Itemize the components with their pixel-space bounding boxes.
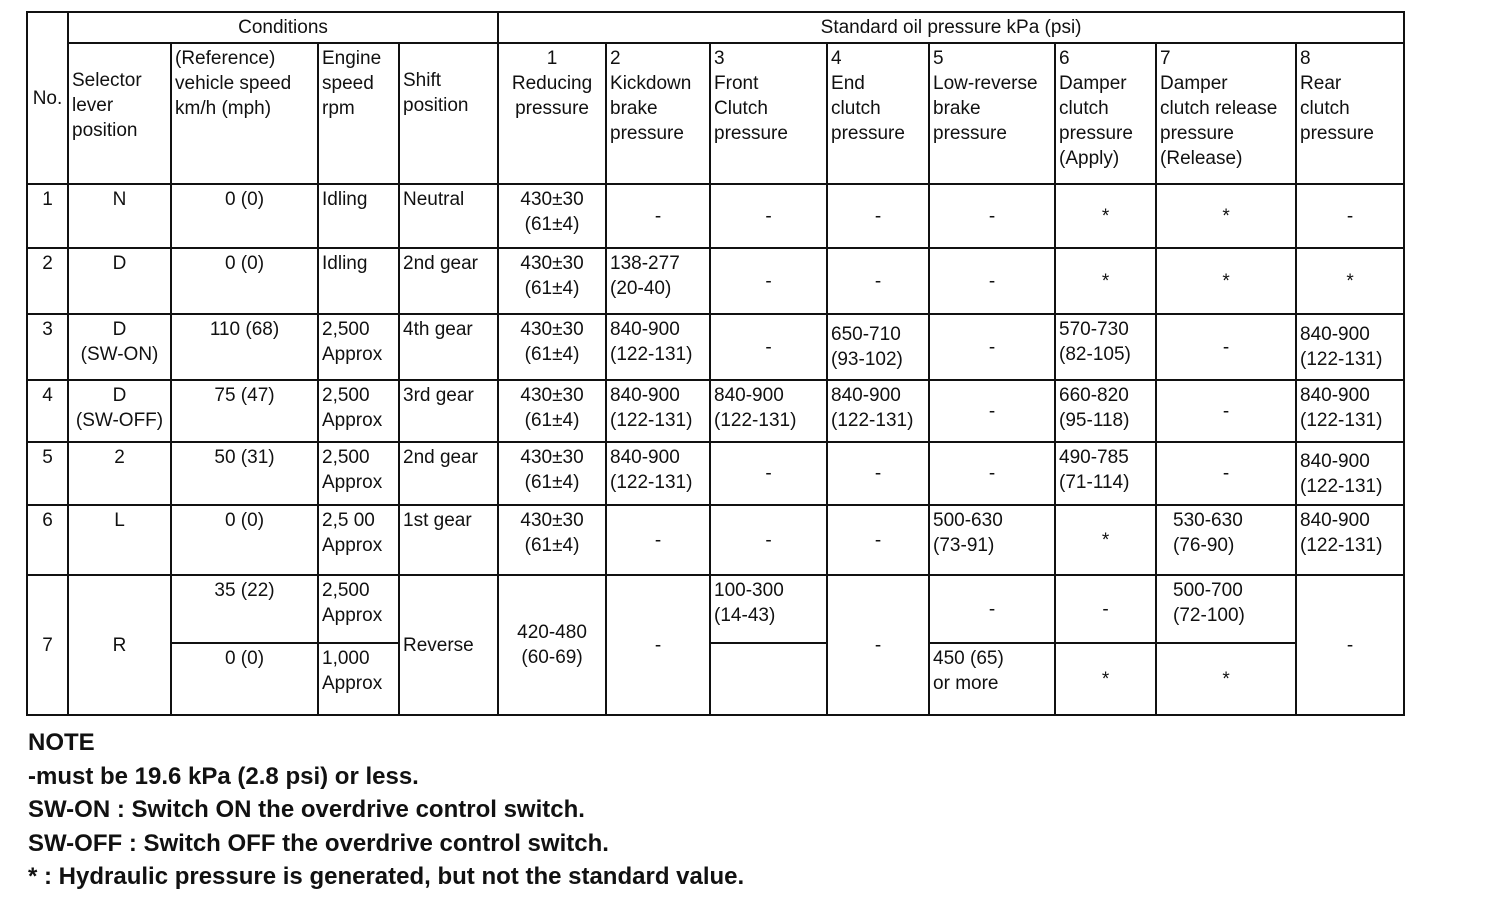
- notes-section: [28, 726, 1468, 894]
- cell-kickdown: -: [606, 184, 710, 248]
- cell-low-reverse: -: [929, 380, 1055, 442]
- cell-no: 7: [27, 575, 68, 715]
- cell-speed: 110 (68): [171, 314, 318, 380]
- cell-engine: 2,500 Approx: [318, 575, 399, 643]
- header-reducing-pressure: 1 Reducing pressure: [498, 43, 606, 184]
- cell-damper-apply: *: [1055, 505, 1156, 575]
- header-kickdown-brake: 2 Kickdown brake pressure: [606, 43, 710, 184]
- cell-front: 100-300 (14-43): [710, 575, 827, 643]
- header-conditions: Conditions: [68, 12, 498, 43]
- note-line: SW-OFF : Switch OFF the overdrive control switch.: [28, 829, 609, 857]
- header-vehicle-speed: (Reference) vehicle speed km/h (mph): [171, 43, 318, 184]
- cell-engine: 2,500 Approx: [318, 380, 399, 442]
- cell-no: 2: [27, 248, 68, 314]
- cell-kickdown: -: [606, 575, 710, 715]
- cell-reducing: 430±30 (61±4): [498, 184, 606, 248]
- cell-front: -: [710, 314, 827, 380]
- cell-shift: Reverse: [399, 575, 498, 715]
- cell-damper-release: *: [1156, 248, 1296, 314]
- cell-end: 840-900 (122-131): [827, 380, 929, 442]
- table-row: [27, 248, 1404, 314]
- header-end-clutch: 4 End clutch pressure: [827, 43, 929, 184]
- cell-shift: 1st gear: [399, 505, 498, 575]
- cell-rear: 840-900 (122-131): [1296, 505, 1404, 575]
- header-shift-position: Shift position: [399, 43, 498, 184]
- cell-front: -: [710, 505, 827, 575]
- cell-damper-apply: *: [1055, 248, 1156, 314]
- cell-damper-apply: -: [1055, 575, 1156, 643]
- cell-damper-release: *: [1156, 643, 1296, 715]
- cell-front: 840-900 (122-131): [710, 380, 827, 442]
- cell-end: -: [827, 184, 929, 248]
- cell-lever: R: [68, 575, 171, 715]
- cell-reducing: 420-480 (60-69): [498, 575, 606, 715]
- table-row-reverse-b: [27, 643, 1404, 715]
- header-no: No.: [27, 12, 68, 184]
- oil-pressure-table: [26, 11, 1405, 716]
- cell-low-reverse: -: [929, 184, 1055, 248]
- cell-end: 650-710 (93-102): [827, 314, 929, 380]
- cell-lever: N: [68, 184, 171, 248]
- note-line: * : Hydraulic pressure is generated, but not the standard value.: [28, 863, 745, 890]
- cell-engine: Idling: [318, 248, 399, 314]
- cell-end: -: [827, 505, 929, 575]
- cell-no: 6: [27, 505, 68, 575]
- cell-engine: 2,500 Approx: [318, 442, 399, 505]
- cell-no: 4: [27, 380, 68, 442]
- cell-kickdown: 840-900 (122-131): [606, 380, 710, 442]
- cell-front: -: [710, 248, 827, 314]
- header-standard-oil-pressure: Standard oil pressure kPa (psi): [498, 12, 1404, 43]
- cell-no: 5: [27, 442, 68, 505]
- cell-front: -: [710, 442, 827, 505]
- table-row: [27, 380, 1404, 442]
- table-row: [27, 314, 1404, 380]
- cell-rear: -: [1296, 575, 1404, 715]
- header-low-reverse-brake: 5 Low-reverse brake pressure: [929, 43, 1055, 184]
- cell-lever: D (SW-OFF): [68, 380, 171, 442]
- cell-speed: 0 (0): [171, 505, 318, 575]
- cell-damper-release: 500-700 (72-100): [1156, 575, 1296, 643]
- cell-shift: 2nd gear: [399, 248, 498, 314]
- cell-rear: 840-900 (122-131): [1296, 442, 1404, 505]
- cell-low-reverse: -: [929, 442, 1055, 505]
- cell-damper-apply: 490-785 (71-114): [1055, 442, 1156, 505]
- cell-reducing: 430±30 (61±4): [498, 314, 606, 380]
- cell-damper-release: -: [1156, 442, 1296, 505]
- cell-lever: L: [68, 505, 171, 575]
- cell-rear: 840-900 (122-131): [1296, 314, 1404, 380]
- note-line: SW-ON : Switch ON the overdrive control switch.: [28, 796, 585, 823]
- cell-kickdown: -: [606, 505, 710, 575]
- header-damper-clutch-release: 7 Damper clutch release pressure (Release): [1156, 43, 1296, 184]
- cell-low-reverse: 450 (65) or more: [929, 643, 1055, 715]
- cell-shift: 4th gear: [399, 314, 498, 380]
- cell-kickdown: 840-900 (122-131): [606, 314, 710, 380]
- table-row: [27, 505, 1404, 575]
- header-front-clutch: 3 Front Clutch pressure: [710, 43, 827, 184]
- cell-rear: 840-900 (122-131): [1296, 380, 1404, 442]
- cell-front: -: [710, 184, 827, 248]
- cell-end: -: [827, 248, 929, 314]
- cell-speed: 35 (22): [171, 575, 318, 643]
- cell-low-reverse: -: [929, 248, 1055, 314]
- cell-low-reverse: -: [929, 314, 1055, 380]
- cell-reducing: 430±30 (61±4): [498, 442, 606, 505]
- cell-damper-release: *: [1156, 184, 1296, 248]
- cell-engine: 1,000 Approx: [318, 643, 399, 715]
- group-header-row: [27, 12, 1404, 43]
- cell-shift: 2nd gear: [399, 442, 498, 505]
- cell-speed: 50 (31): [171, 442, 318, 505]
- cell-kickdown: 138-277 (20-40): [606, 248, 710, 314]
- cell-engine: Idling: [318, 184, 399, 248]
- cell-low-reverse: 500-630 (73-91): [929, 505, 1055, 575]
- cell-lever: 2: [68, 442, 171, 505]
- cell-low-reverse: -: [929, 575, 1055, 643]
- cell-damper-apply: *: [1055, 184, 1156, 248]
- table-row: [27, 442, 1404, 505]
- cell-reducing: 430±30 (61±4): [498, 248, 606, 314]
- cell-no: 1: [27, 184, 68, 248]
- table-row: [27, 184, 1404, 248]
- cell-reducing: 430±30 (61±4): [498, 505, 606, 575]
- cell-rear: -: [1296, 184, 1404, 248]
- cell-kickdown: 840-900 (122-131): [606, 442, 710, 505]
- header-rear-clutch: 8 Rear clutch pressure: [1296, 43, 1404, 184]
- cell-front: [710, 643, 827, 715]
- cell-damper-apply: 660-820 (95-118): [1055, 380, 1156, 442]
- cell-no: 3: [27, 314, 68, 380]
- cell-damper-release: 530-630 (76-90): [1156, 505, 1296, 575]
- header-engine-speed: Engine speed rpm: [318, 43, 399, 184]
- cell-damper-release: -: [1156, 380, 1296, 442]
- cell-speed: 0 (0): [171, 184, 318, 248]
- cell-reducing: 430±30 (61±4): [498, 380, 606, 442]
- cell-engine: 2,5 00 Approx: [318, 505, 399, 575]
- note-line: -must be 19.6 kPa (2.8 psi) or less.: [28, 762, 419, 790]
- column-header-row: [27, 43, 1404, 184]
- note-title: NOTE: [28, 729, 95, 756]
- cell-damper-apply: *: [1055, 643, 1156, 715]
- cell-speed: 0 (0): [171, 248, 318, 314]
- table-row-reverse-a: [27, 575, 1404, 643]
- cell-speed: 75 (47): [171, 380, 318, 442]
- cell-lever: D: [68, 248, 171, 314]
- cell-end: -: [827, 442, 929, 505]
- cell-engine: 2,500 Approx: [318, 314, 399, 380]
- cell-end: -: [827, 575, 929, 715]
- cell-speed: 0 (0): [171, 643, 318, 715]
- cell-lever: D (SW-ON): [68, 314, 171, 380]
- cell-shift: 3rd gear: [399, 380, 498, 442]
- cell-damper-release: -: [1156, 314, 1296, 380]
- header-selector-lever: Selector lever position: [68, 43, 171, 184]
- cell-damper-apply: 570-730 (82-105): [1055, 314, 1156, 380]
- header-damper-clutch-apply: 6 Damper clutch pressure (Apply): [1055, 43, 1156, 184]
- cell-rear: *: [1296, 248, 1404, 314]
- cell-shift: Neutral: [399, 184, 498, 248]
